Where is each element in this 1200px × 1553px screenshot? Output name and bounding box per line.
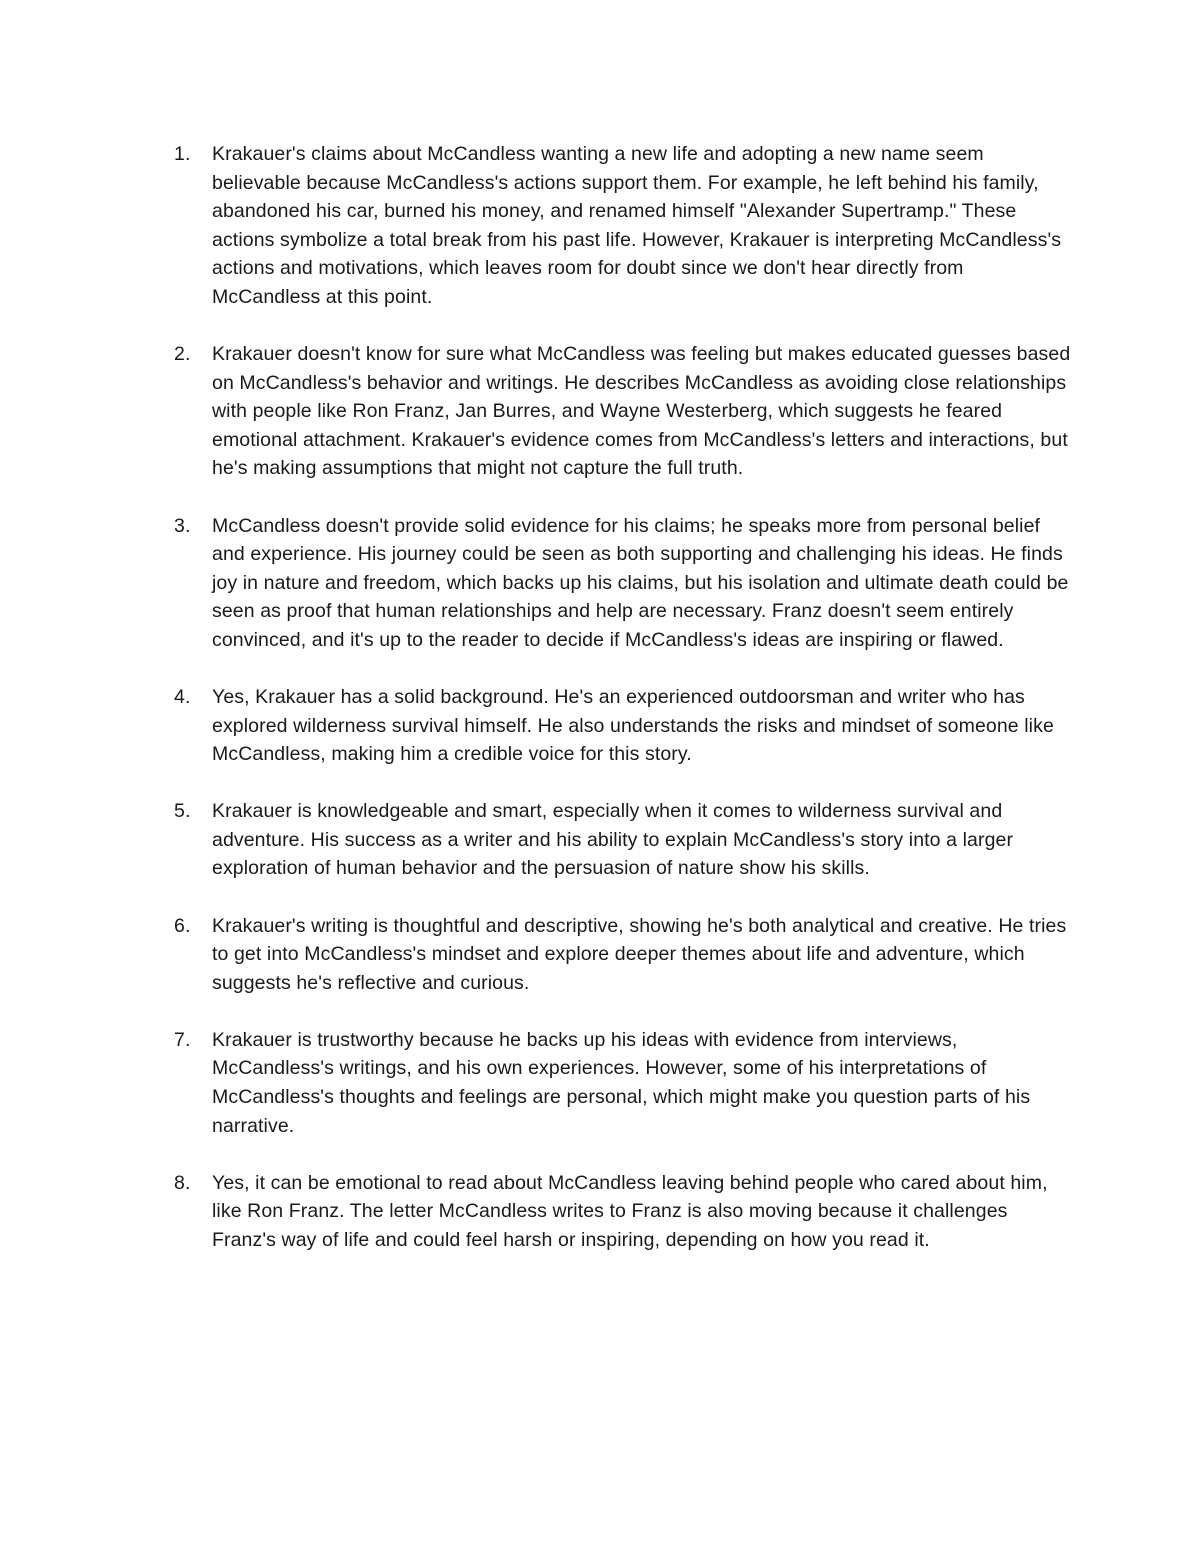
answer-item-5 (174, 797, 1074, 883)
answer-item-8 (174, 1169, 1074, 1255)
answer-number: 5. (174, 800, 191, 823)
answer-item-3 (174, 512, 1074, 655)
answer-text: McCandless doesn't provide solid evidence for his claims; he speaks more from personal belief and experience. His journey could be seen as both supporting and challenging his ideas. He finds joy in nature and freedom, which backs up his claims, but his isolation and ultimate death could be seen as proof that human relationships and help are necessary. Franz doesn't seem entirely convinced, and it's up to the reader to decide if McCandless's ideas are inspiring or flawed. (212, 514, 1069, 651)
answer-text: Yes, it can be emotional to read about McCandless leaving behind people who cared about him, like Ron Franz. The letter McCandless writes to Franz is also moving because it challenges Franz's way of life and could feel harsh or inspiring, depending on how you read it. (212, 1171, 1048, 1251)
answer-number: 3. (174, 514, 191, 537)
answer-item-2 (174, 340, 1074, 483)
answer-text: Krakauer's writing is thoughtful and descriptive, showing he's both analytical and creative. He tries to get into McCandless's mindset and explore deeper themes about life and adventure, which suggests he's reflective and curious. (212, 914, 1067, 994)
answer-item-4 (174, 683, 1074, 769)
answer-item-7 (174, 1026, 1074, 1140)
answer-text: Krakauer is trustworthy because he backs up his ideas with evidence from interviews, McCandless's writings, and his own experiences. However, some of his interpretations of McCandless's thoughts and feelings are personal, which might make you question parts of his narrative. (212, 1028, 1031, 1137)
answer-list (174, 140, 1074, 1283)
answer-item-6 (174, 912, 1074, 998)
answer-text: Krakauer's claims about McCandless wanting a new life and adopting a new name seem believable because McCandless's actions support them. For example, he left behind his family, abandoned his car, burned his money, and renamed himself "Alexander Supertramp." These actions symbolize a total break from his past life. However, Krakauer is interpreting McCandless's actions and motivations, which leaves room for doubt since we don't hear directly from McCandless at this point. (212, 143, 1062, 308)
answer-number: 2. (174, 343, 191, 366)
answer-text: Krakauer is knowledgeable and smart, especially when it comes to wilderness survival and adventure. His success as a writer and his ability to explain McCandless's story into a larger exploration of human behavior and the persuasion of nature show his skills. (212, 800, 1014, 880)
answer-number: 8. (174, 1171, 191, 1194)
answer-text: Yes, Krakauer has a solid background. He's an experienced outdoorsman and writer who has explored wilderness survival himself. He also understands the risks and mindset of someone like McCandless, making him a credible voice for this story. (212, 686, 1054, 766)
answer-number: 7. (174, 1028, 191, 1051)
answer-number: 4. (174, 686, 191, 708)
answer-number: 6. (174, 914, 191, 937)
answer-number: 1. (174, 143, 191, 165)
answer-text: Krakauer doesn't know for sure what McCandless was feeling but makes educated guesses based on McCandless's behavior and writings. He describes McCandless as avoiding close relationships with people like Ron Franz, Jan Burres, and Wayne Westerberg, which suggests he feared emotional attachment. Krakauer's evidence comes from McCandless's letters and interactions, but he's making assumptions that might not capture the full truth. (212, 343, 1071, 480)
answer-item-1 (174, 140, 1074, 312)
